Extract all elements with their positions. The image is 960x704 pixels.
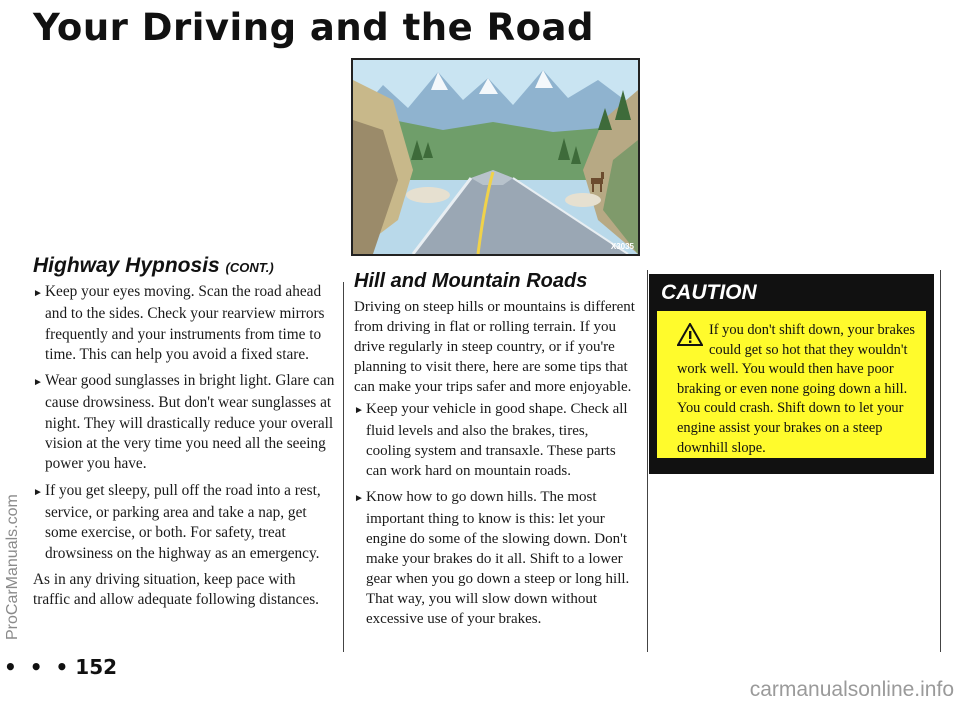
caution-body: [657, 311, 926, 458]
list-item-text: Keep your vehicle in good shape. Check all fluid levels and also the brakes, tires, cooling system and transaxle. These parts can work hard on mountain roads.: [366, 401, 628, 479]
middle-column: [354, 297, 637, 635]
list-item: [354, 487, 637, 629]
list-item-text: Wear good sunglasses in bright light. Glare can cause drowsiness. But don't wear sunglasses at night. They will drastically reduce your overall vision at the very time you need all the seeing power you have.: [45, 372, 335, 473]
heading-text: Highway Hypnosis: [33, 254, 220, 277]
bullet-icon: ►: [354, 493, 364, 504]
page-title: Your Driving and the Road: [33, 6, 594, 49]
bullet-icon: ►: [33, 486, 43, 498]
intro-paragraph: Driving on steep hills or mountains is different from driving in flat or rolling terrain. If you drive regularly in steep country, or if you're planning to visit there, here are some tips that can make your trips safer and more enjoyable.: [354, 299, 635, 395]
list-item-text: Keep your eyes moving. Scan the road ahead and to the sides. Check your rearview mirrors frequently and your instruments from time to time. This can help you avoid a fixed stare.: [45, 283, 325, 363]
caution-title: CAUTION: [661, 281, 757, 304]
page-number: [4, 655, 117, 679]
watermark-left: ProCarManuals.com: [4, 494, 21, 640]
closing-paragraph: As in any driving situation, keep pace with traffic and allow adequate following distances.: [33, 570, 320, 609]
hill-mountain-heading: Hill and Mountain Roads: [354, 270, 588, 292]
page-number-value: 152: [75, 655, 118, 679]
list-item: [33, 282, 335, 365]
list-item-text: If you get sleepy, pull off the road into a rest, service, or parking area and take a nap, get some exercise, or both. For safety, treat drowsiness on the highway as an emergency.: [45, 481, 321, 562]
watermark-bottom: carmanualsonline.info: [749, 678, 954, 701]
column-divider-left: [343, 282, 344, 652]
bullet-icon: ►: [33, 288, 43, 299]
list-item-text: Know how to go down hills. The most important thing to know is this: let your engine do some of the slowing down. Don't make your brakes do it all. Shift to a lower gear when you go down a steep or long hill. That way, you will slow down without excessive use of your brakes.: [366, 489, 630, 627]
figure-code: X3035: [610, 242, 634, 251]
list-item: [33, 371, 335, 474]
list-item: [354, 399, 637, 481]
heading-suffix: (CONT.): [225, 260, 274, 275]
caution-text: If you don't shift down, your brakes could get so hot that they wouldn't work well. You would then have poor braking or even none going down a hill. You could crash. Shift down to let your engine assist your brakes on a steep downhill slope.: [677, 322, 916, 456]
list-item: [33, 481, 335, 564]
mountain-road-drawing: [353, 60, 638, 254]
highway-hypnosis-heading: [33, 254, 274, 278]
bullet-icon: ►: [354, 405, 364, 416]
caution-box: [649, 274, 934, 474]
column-divider-right: [647, 270, 648, 652]
left-column: [33, 282, 335, 616]
mountain-road-illustration: [351, 58, 640, 256]
bullet-icon: ►: [33, 377, 43, 389]
warning-triangle-icon: [677, 323, 703, 353]
column-divider-edge: [940, 270, 941, 652]
page-dots: • • •: [4, 655, 72, 679]
